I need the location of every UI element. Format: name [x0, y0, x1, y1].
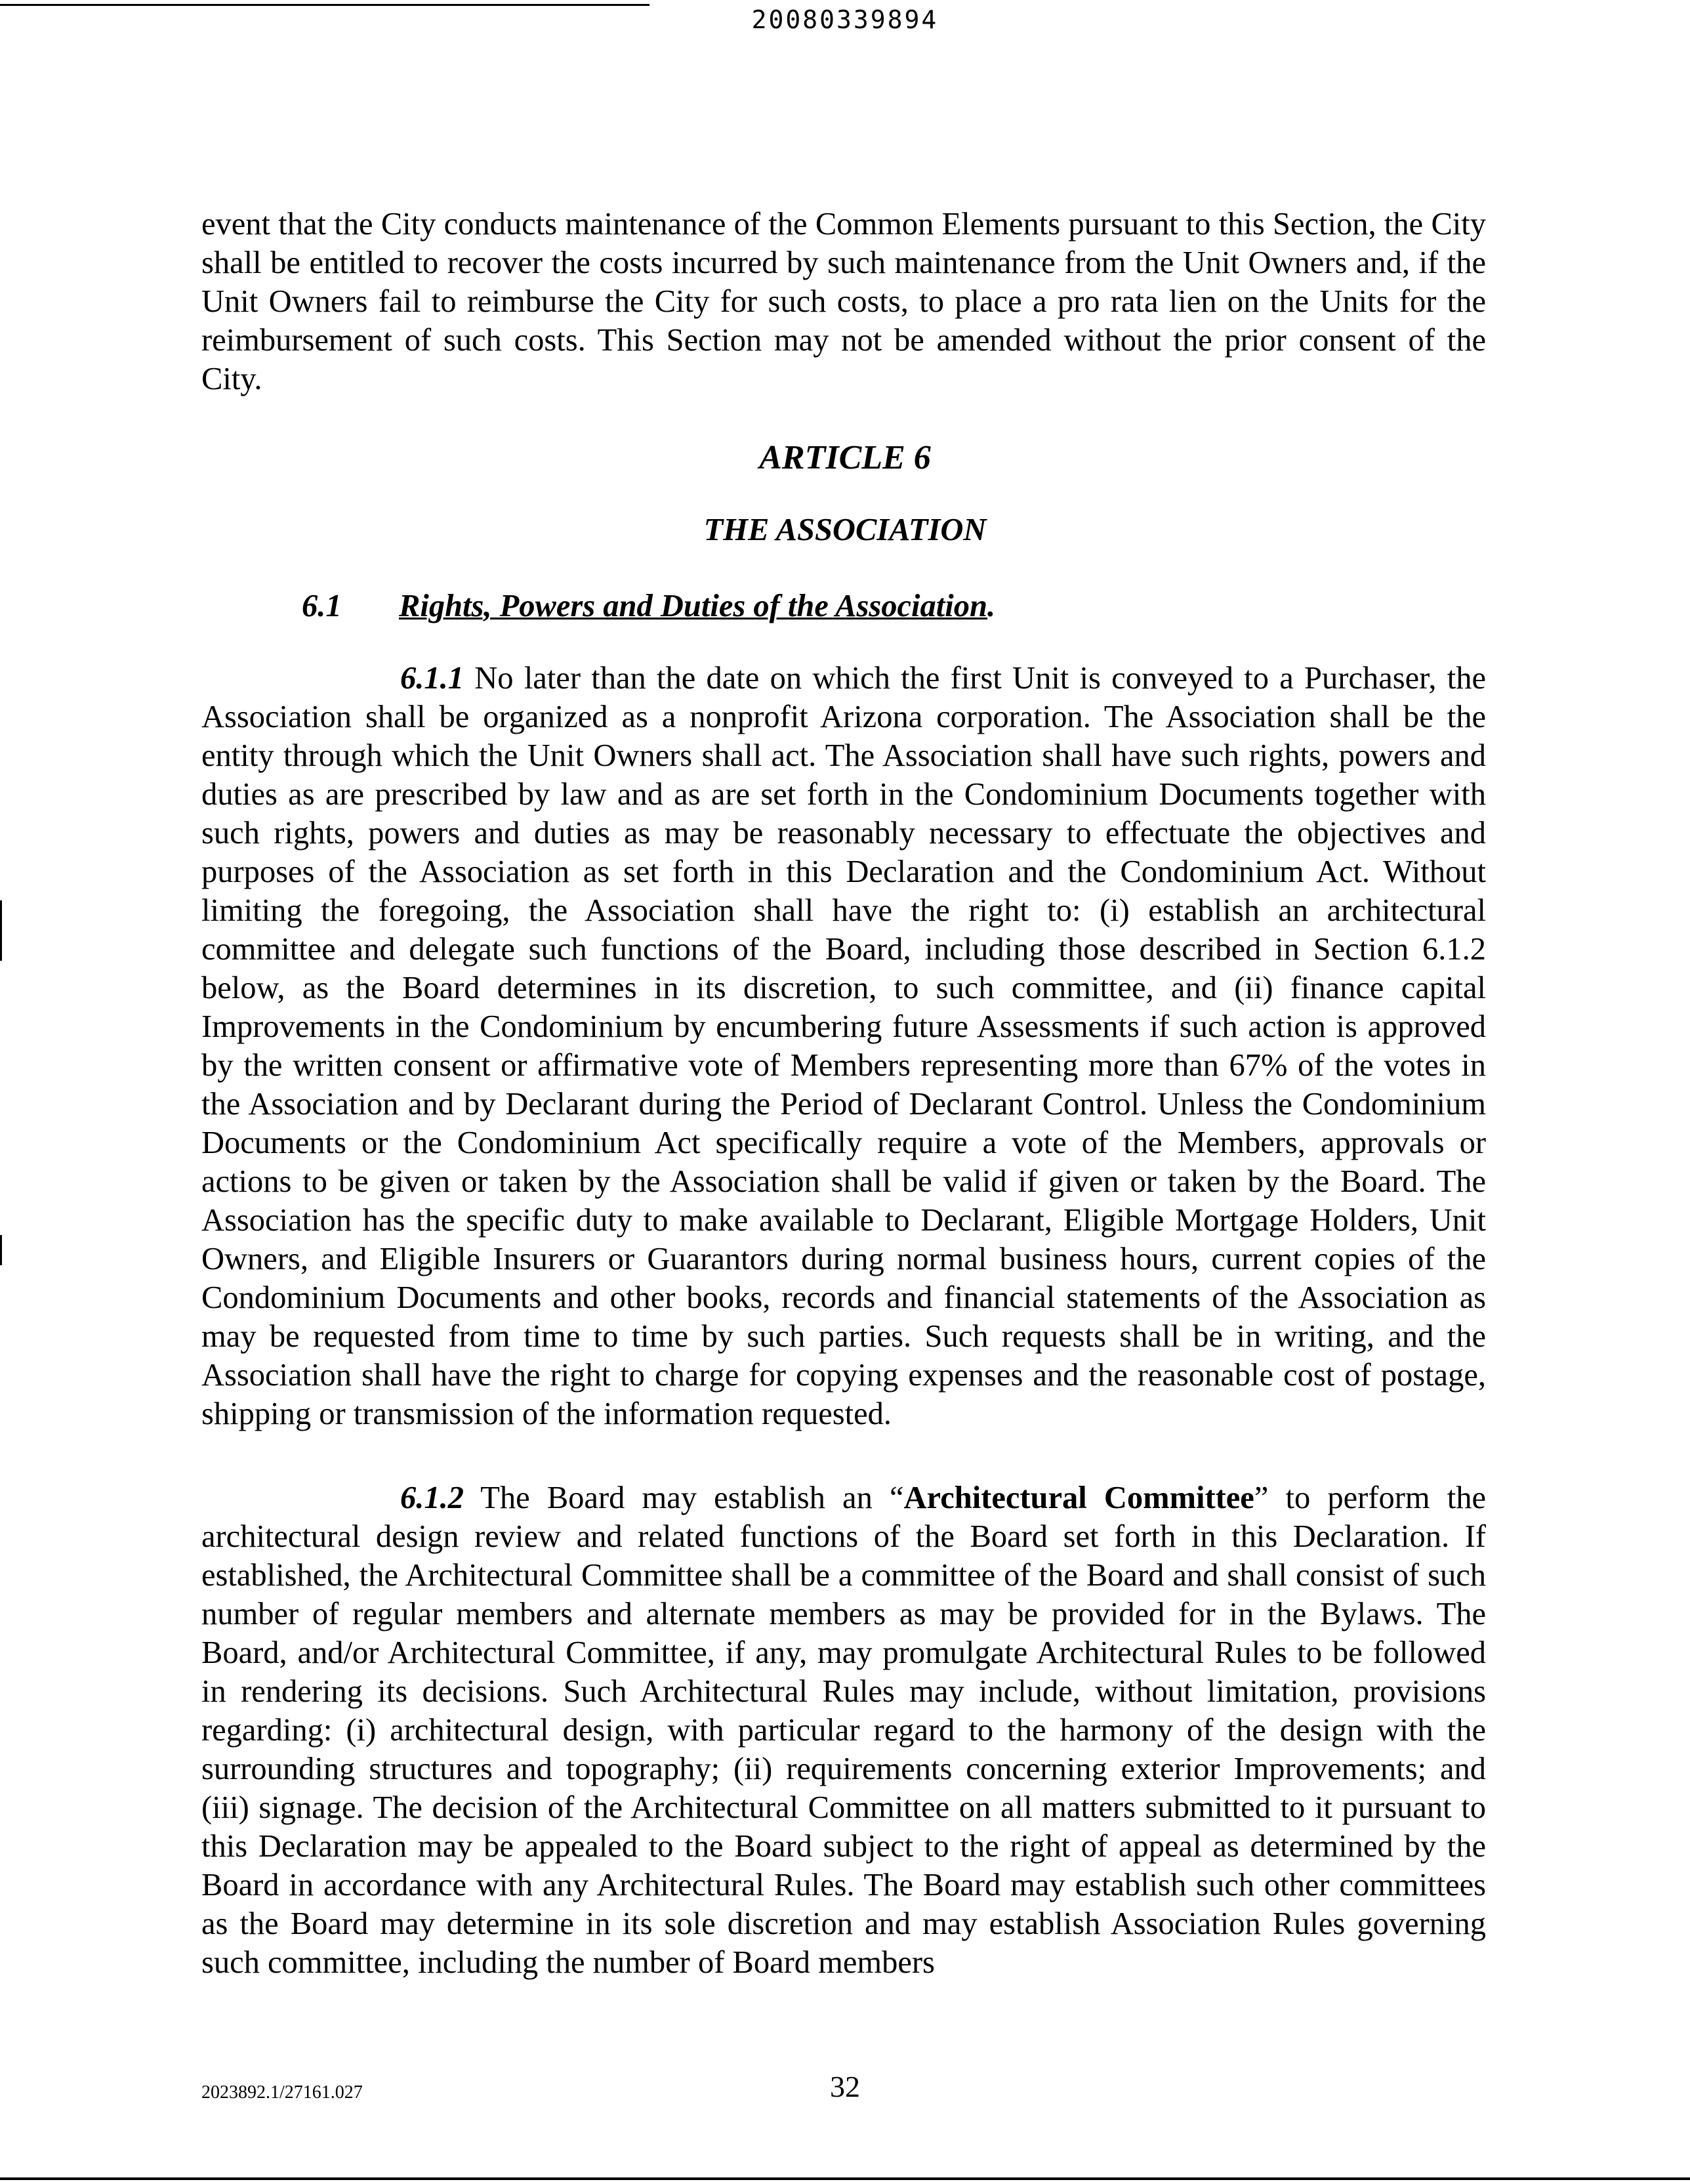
- defined-term: Architectural Committee: [903, 1480, 1254, 1515]
- footer-document-id: 2023892.1/27161.027: [201, 2082, 363, 2103]
- recording-number: 20080339894: [751, 5, 939, 34]
- bottom-rule: [0, 2177, 1690, 2180]
- section-title: [399, 587, 995, 626]
- section-title-text: Rights, Powers and Duties of the Association: [399, 589, 987, 623]
- subsection-text: No later than the date on which the first Unit is conveyed to a Purchaser, the Association shall be organized as a nonprofit Arizona corporation. The Association shall be the entity through which the Unit Owners shall act. The Association shall have such rights, powers and duties as are prescribed by law and as are set forth in the Condominium Documents together with such rights, powers and duties as may be reasonably necessary to effectuate the objectives and purposes of the Association as set forth in this Declaration and the Condominium Act. Without limiting the foregoing, the Association shall have the right to: (i) establish an architectural committee and delegate such functions of the Board, including those described in Section 6.1.2 below, as the Board determines in its discretion, to such committee, and (ii) finance capital Improvements in the Condominium by encumbering future Assessments if such action is approved by the written consent or affirmative vote of Members representing more than 67% of the votes in the Association and by Declarant during the Period of Declarant Control. Unless the Condominium Documents or the Condominium Act specifically require a vote of the Members, approvals or actions to be given or taken by the Association shall be valid if given or taken by the Board. The Association has the specific duty to make available to Declarant, Eligible Mortgage Holders, Unit Owners, and Eligible Insurers or Guarantors during normal business hours, current copies of the Condominium Documents and other books, records and financial statements of the Association as may be requested from time to time by such parties. Such requests shall be in writing, and the Association shall have the right to charge for copying expenses and the reasonable cost of postage, shipping or transmission of the information requested.: [201, 661, 1486, 1431]
- subsection-text-after: ” to perform the architectural design review and related functions of the Board set forth in this Declaration. If established, the Architectural Committee shall be a committee of the Board and shall consist of such number of regular members and alternate members as may be provided for in the Bylaws. The Board, and/or Architectural Committee, if any, may promulgate Architectural Rules to be followed in rendering its decisions. Such Architectural Rules may include, without limitation, provisions regarding: (i) architectural design, with particular regard to the harmony of the design with the surrounding structures and topography; (ii) requirements concerning exterior Improvements; and (iii) signage. The decision of the Architectural Committee on all matters submitted to it pursuant to this Declaration may be appealed to the Board subject to the right of appeal as determined by the Board in accordance with any Architectural Rules. The Board may establish such other committees as the Board may determine in its sole discretion and may establish Association Rules governing such committee, including the number of Board members: [201, 1480, 1486, 1980]
- subsection-number: 6.1.1: [400, 661, 464, 696]
- section-number: 6.1: [302, 589, 342, 623]
- subsection-6-1-1: [201, 659, 1486, 1433]
- subsection-number: 6.1.2: [400, 1480, 464, 1515]
- left-margin-mark: [0, 900, 2, 961]
- page-number: 32: [830, 2070, 860, 2103]
- section-title-period: .: [987, 589, 996, 623]
- subsection-text-before: The Board may establish an “: [464, 1480, 904, 1515]
- subsection-6-1-2: [201, 1479, 1486, 1982]
- article-title: THE ASSOCIATION: [703, 513, 987, 547]
- intro-paragraph: event that the City conducts maintenance of the Common Elements pursuant to this Section, the City shall be entitled to recover the costs incurred by such maintenance from the Unit Owners and, if the Unit Owners fail to reimburse the City for such costs, to place a pro rata lien on the Units for the reimbursement of such costs. This Section may not be amended without the prior consent of the City.: [201, 207, 1486, 396]
- article-number: ARTICLE 6: [759, 439, 931, 476]
- left-margin-mark: [0, 1235, 2, 1265]
